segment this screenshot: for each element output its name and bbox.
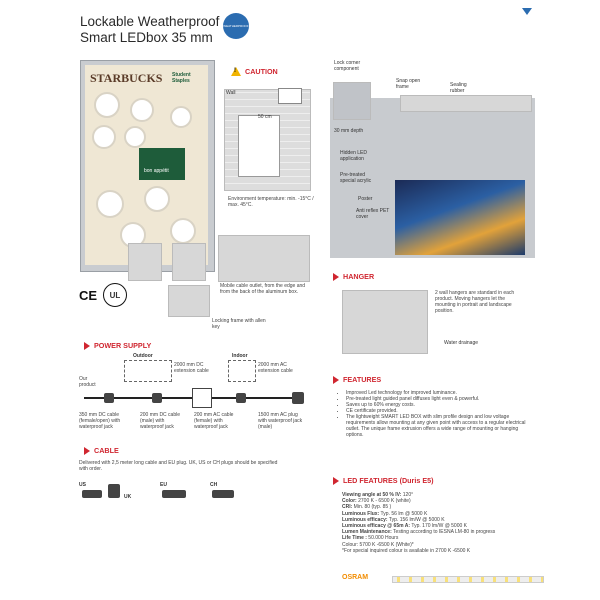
uk-plug-icon [108, 484, 120, 498]
ch-plug-icon [212, 490, 234, 498]
jack-icon [104, 393, 114, 403]
jack-icon [152, 393, 162, 403]
poster-bon: bon appétit [144, 168, 169, 174]
allen-key-photo [168, 285, 210, 317]
features-heading [333, 375, 381, 384]
hanger-photo [342, 290, 428, 354]
arrow-icon [333, 477, 339, 485]
ac-ext-box [228, 360, 256, 382]
power-supply-heading [84, 341, 151, 350]
wall-box-outline [238, 115, 280, 177]
warning-icon: ! [231, 67, 241, 76]
plug-eu-label: EU [160, 482, 167, 488]
led-strip-image [392, 576, 544, 583]
cup-icon [94, 92, 120, 118]
cup-icon [124, 126, 146, 148]
jack-icon [236, 393, 246, 403]
plug-ch-label: CH [210, 482, 218, 488]
depth-label: 30 mm depth [334, 128, 364, 134]
hanger-heading [333, 272, 374, 281]
led-spec-value: Colour: 5700 K -6500 K (White)* [342, 541, 414, 548]
poster-label: Poster [358, 196, 373, 202]
dc-extension-label: 2000 mm DC extension cable [174, 362, 209, 374]
feature-item: • CE certificate provided. [346, 408, 526, 414]
cable-heading-text: CABLE [94, 446, 119, 455]
poster-sub-2: Staples [172, 78, 190, 84]
led-spec-value: Min. 80 (typ. 85 ) [352, 504, 392, 511]
lock-corner-label: Lock corner component [334, 60, 361, 72]
cup-icon [130, 98, 154, 122]
led-features-heading [333, 476, 434, 485]
led-spec-value: 2700 K - 6500 K (white) [356, 498, 411, 505]
feature-item: • Improved Led technology for improved luminance. [346, 390, 526, 396]
environment-temperature: Environment temperature: min. -15°C / max. 45°C. [228, 196, 314, 208]
title-line-1: Lockable Weatherproof [80, 14, 220, 29]
led-spec-key: Luminous Flux: [342, 510, 380, 517]
arrow-icon [84, 447, 90, 455]
hanger-heading-text: HANGER [343, 272, 375, 281]
hidden-led-label: Hidden LED application [340, 150, 367, 162]
hanger-text: 2 wall hangers are standard in each product. Moving hangers let the mounting in portrait and landscape position. [435, 290, 515, 314]
led-features-heading-text: LED FEATURES (Duris E5) [343, 476, 434, 485]
snap-frame [400, 95, 532, 112]
cable-outlet-text: Mobile cable outlet, from the edge and from the back of the aluminum box. [220, 283, 306, 295]
osram-logo: OSRAM [342, 574, 369, 581]
water-drainage-label: Water drainage [444, 340, 478, 346]
cable-outlet-detail [128, 243, 162, 281]
cable-outlet-detail [172, 243, 206, 281]
led-spec-value: Typ. 170 lm/W @ 5000 K [410, 523, 467, 530]
caution-heading [231, 67, 278, 76]
cable-text: Delivered with 2,5 meter long cable and EU plug. UK, US or CH plugs should be specified with order. [79, 460, 278, 472]
indoor-label: Indoor [232, 353, 248, 359]
cable-outlet-photo [218, 235, 310, 282]
arrow-icon [84, 342, 90, 350]
ce-mark-icon: CE [79, 288, 98, 303]
led-spec-value: *For special inquired colour is available in 2700 K -6500 K [342, 547, 471, 554]
ac-extension-label: 2000 mm AC extension cable [258, 362, 293, 374]
plug-uk-label: UK [124, 494, 132, 500]
plug-icon [292, 392, 304, 404]
sealing-label: Sealing rubber [450, 82, 467, 94]
poster-photo [395, 180, 525, 255]
dc-cable-350-label: 350 mm DC cable (female/open) with waterproof jack [79, 412, 121, 430]
led-spec-row [342, 548, 532, 554]
locking-text: Locking frame with allen key [212, 318, 266, 330]
corner-component-image [333, 82, 371, 120]
arrow-icon [333, 273, 339, 281]
ul-mark-icon [103, 283, 127, 307]
led-spec-key: Luminous efficacy: [342, 516, 388, 523]
feature-item: • The lightweight SMART LED BOX with slim profile design and low voltage requirements allow mounting at any given point with access to a regular electrical outlet. The unique frame extrusion offers a wide range of mounting or hanging options. [346, 414, 526, 438]
us-plug-icon [82, 490, 102, 498]
dc-ext-box [124, 360, 172, 382]
cup-icon [144, 186, 170, 212]
led-spec-value: Typ. 56 lm @ 5000 K [379, 510, 428, 517]
led-spec-key: Color: [342, 498, 357, 505]
led-spec-key: Life Time : [342, 535, 367, 542]
snap-open-label: Snap open frame [396, 78, 421, 90]
led-spec-key: Viewing angle at 50 % IV: [342, 492, 402, 498]
cup-icon [170, 106, 192, 128]
ac-cable-200-label: 200 mm AC cable (female) with waterproof jack [194, 412, 234, 430]
badge-text: WEATHERPROOF [223, 24, 249, 28]
caution-heading-text: CAUTION [245, 67, 278, 76]
wall-label: Wall [226, 90, 236, 96]
features-list [340, 390, 526, 438]
led-spec-value: 50.000 Hours [366, 535, 399, 542]
ul-mark-text: UL [109, 290, 121, 300]
led-spec-value: Testing according to IESNA LM-80 in progress [391, 529, 496, 536]
cup-icon [96, 190, 124, 218]
led-spec-key: CRI: [342, 504, 353, 511]
anti-reflex-label: Anti reflex PET cover [356, 208, 390, 220]
led-specs [342, 492, 532, 554]
dc-cable-200-label: 200 mm DC cable (male) with waterproof jack [140, 412, 181, 430]
led-spec-key: Lumen Maintenance: [342, 529, 392, 536]
power-supply-heading-text: POWER SUPPLY [94, 341, 152, 350]
weatherproof-badge-icon [223, 13, 249, 39]
poster-brand: STARBUCKS [90, 71, 163, 85]
adapter-icon [192, 388, 212, 408]
acrylic-label: Pre-treated special acrylic [340, 172, 372, 184]
feature-item: • Pre-treated light guided panel diffuses light even & powerful. [346, 396, 526, 402]
cup-icon [92, 125, 116, 149]
our-product-label: Our product [79, 376, 96, 388]
led-spec-value: 120° [401, 492, 414, 498]
arrow-icon [333, 376, 339, 384]
title-line-2: Smart LEDbox 35 mm [80, 30, 213, 45]
distance-label: 50 cm [258, 114, 272, 120]
feature-item: • Saves up to 60% energy costs. [346, 402, 526, 408]
features-heading-text: FEATURES [343, 375, 382, 384]
led-spec-value: Typ. 156 lm/W @ 5000 K [387, 516, 445, 523]
outlet-icon [278, 88, 302, 104]
cup-icon [170, 218, 196, 244]
page-title [80, 14, 219, 46]
led-spec-key: Luminous efficacy @ 65m A: [342, 523, 411, 530]
poster-sub [172, 72, 191, 84]
plug-us-label: US [79, 482, 86, 488]
ac-plug-1500-label: 1500 mm AC plug with waterproof jack (male) [258, 412, 303, 430]
cable-heading [84, 446, 119, 455]
poster-green-panel [139, 148, 185, 180]
chevron-down-icon [522, 8, 532, 15]
eu-plug-icon [162, 490, 186, 498]
outdoor-label: Outdoor [133, 353, 153, 359]
poster-sub-1: Student [172, 72, 191, 78]
